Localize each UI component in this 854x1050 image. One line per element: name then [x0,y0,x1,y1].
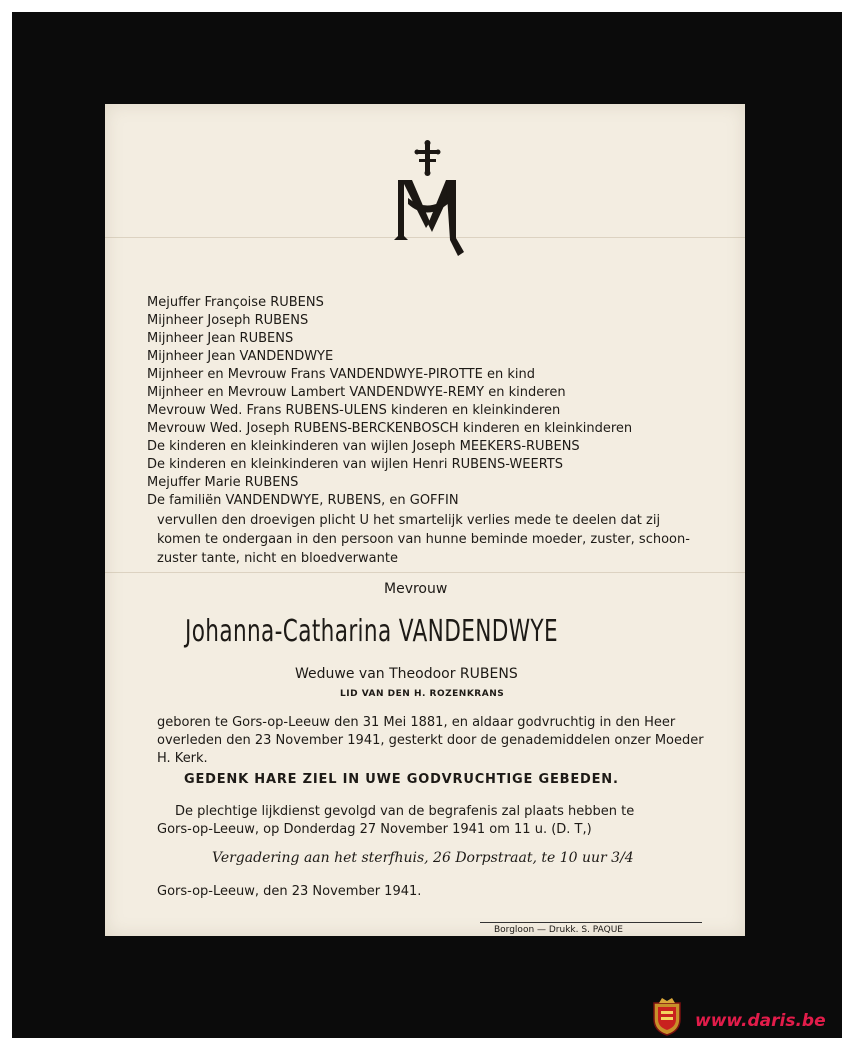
funeral-line: De plechtige lijkdienst gevolgd van de begrafenis zal plaats hebben te [175,804,635,819]
place-date: Gors-op-Leeuw, den 23 November 1941. [157,884,422,899]
bio-line: H. Kerk. [157,751,208,766]
announcement-line: vervullen den droevigen plicht U het smartelijk verlies mede te deelen dat zij [157,513,661,528]
family-line: Mijnheer en Mevrouw Frans VANDENDWYE-PIROTTE en kind [147,367,535,382]
family-line: Mijnheer en Mevrouw Lambert VANDENDWYE-REMY en kinderen [147,385,566,400]
family-line: De kinderen en kleinkinderen van wijlen Joseph MEEKERS-RUBENS [147,439,580,454]
family-line: Mejuffer Françoise RUBENS [147,295,324,310]
deceased-name: Johanna-Catharina VANDENDWYE [185,614,558,649]
printer-imprint: Borgloon — Drukk. S. PAQUE [480,922,702,935]
bio-line: geboren te Gors-op-Leeuw den 31 Mei 1881, en aldaar godvruchtig in den Heer [157,715,676,730]
announcement-line: komen te ondergaan in den persoon van hunne beminde moeder, zuster, schoon- [157,532,690,547]
family-line: Mejuffer Marie RUBENS [147,475,299,490]
family-line: De kinderen en kleinkinderen van wijlen Henri RUBENS-WEERTS [147,457,563,472]
memorial-card [105,104,745,936]
family-line: De familiën VANDENDWYE, RUBENS, en GOFFIN [147,493,459,508]
funeral-line: Gors-op-Leeuw, op Donderdag 27 November 1941 om 11 u. (D. T,) [157,822,592,837]
gathering-notice: Vergadering aan het sterfhuis, 26 Dorpstraat, te 10 uur 3/4 [212,850,634,866]
honorific: Mevrouw [384,581,448,597]
family-line: Mijnheer Jean RUBENS [147,331,294,346]
watermark-site: www.daris.be [695,1011,826,1031]
marian-monogram-icon [388,140,468,260]
family-line: Mevrouw Wed. Frans RUBENS-ULENS kinderen en kleinkinderen [147,403,561,418]
fold-line [105,572,745,573]
announcement-line: zuster tante, nicht en bloedverwante [157,551,398,566]
family-line: Mijnheer Joseph RUBENS [147,313,309,328]
membership: LID VAN DEN H. ROZENKRANS [340,689,505,699]
family-line: Mijnheer Jean VANDENDWYE [147,349,334,364]
bio-line: overleden den 23 November 1941, gesterkt door de genademiddelen onzer Moeder [157,733,704,748]
coat-of-arms-icon [651,997,683,1037]
prayer-request: GEDENK HARE ZIEL IN UWE GODVRUCHTIGE GEBEDEN. [184,772,619,787]
widow-of: Weduwe van Theodoor RUBENS [295,666,518,682]
family-line: Mevrouw Wed. Joseph RUBENS-BERCKENBOSCH kinderen en kleinkinderen [147,421,633,436]
